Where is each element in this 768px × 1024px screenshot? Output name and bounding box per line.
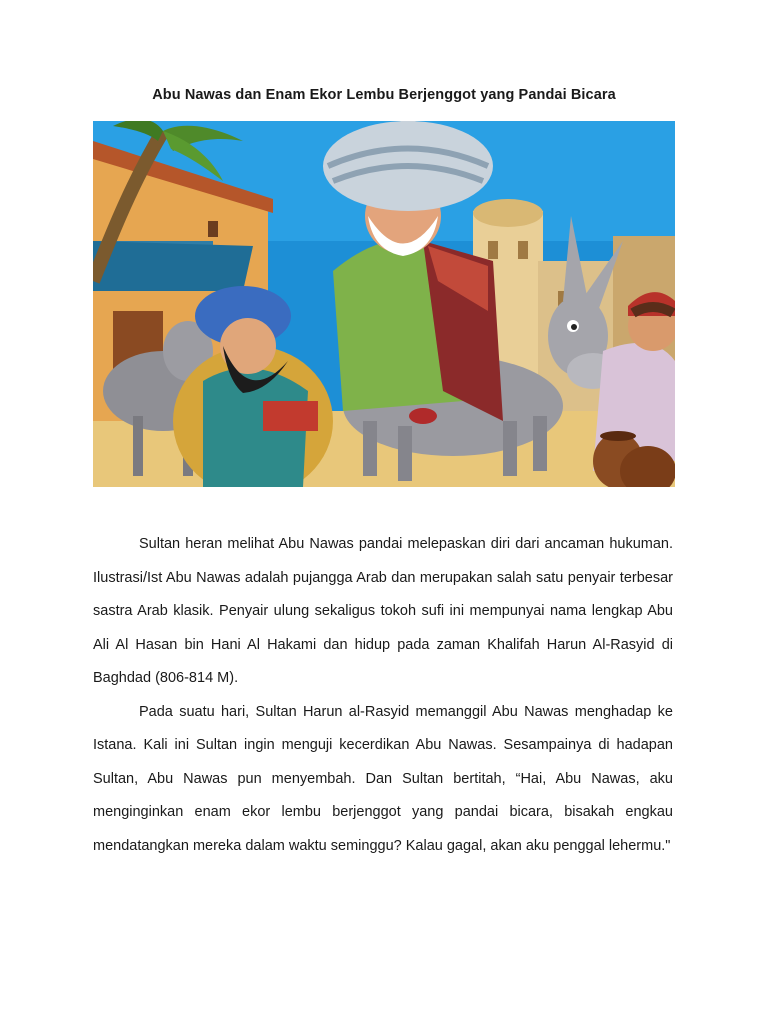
paragraph-2: Pada suatu hari, Sultan Harun al-Rasyid memanggil Abu Nawas menghadap ke Istana. Kali ini Sultan ingin menguji kecerdikan Abu Nawas. Sesampainya di hadapan Sultan, Abu Nawas pun menyembah. Dan Sultan bertitah, “Hai, Abu Nawas, aku menginginkan enam ekor lembu berjenggot yang pandai bicara, bisakah engkau mendatangkan mereka dalam waktu seminggu? Kalau gagal, akan aku penggal lehermu." <box>93 703 673 854</box>
story-illustration <box>93 121 675 487</box>
article-body <box>93 528 673 863</box>
page-title: Abu Nawas dan Enam Ekor Lembu Berjenggot yang Pandai Bicara <box>152 87 616 103</box>
abu-nawas-rider <box>323 121 503 424</box>
paragraph-1: Sultan heran melihat Abu Nawas pandai melepaskan diri dari ancaman hukuman. Ilustrasi/Ist Abu Nawas adalah pujangga Arab dan merupakan salah satu penyair terbesar sastra Arab klasik. Penyair ulung sekaligus tokoh sufi ini mempunyai nama lengkap Abu Ali Al Hasan bin Hani Al Hakami dan hidup pada zaman Khalifah Harun Al-Rasyid di Baghdad (806-814 M). <box>93 536 673 686</box>
